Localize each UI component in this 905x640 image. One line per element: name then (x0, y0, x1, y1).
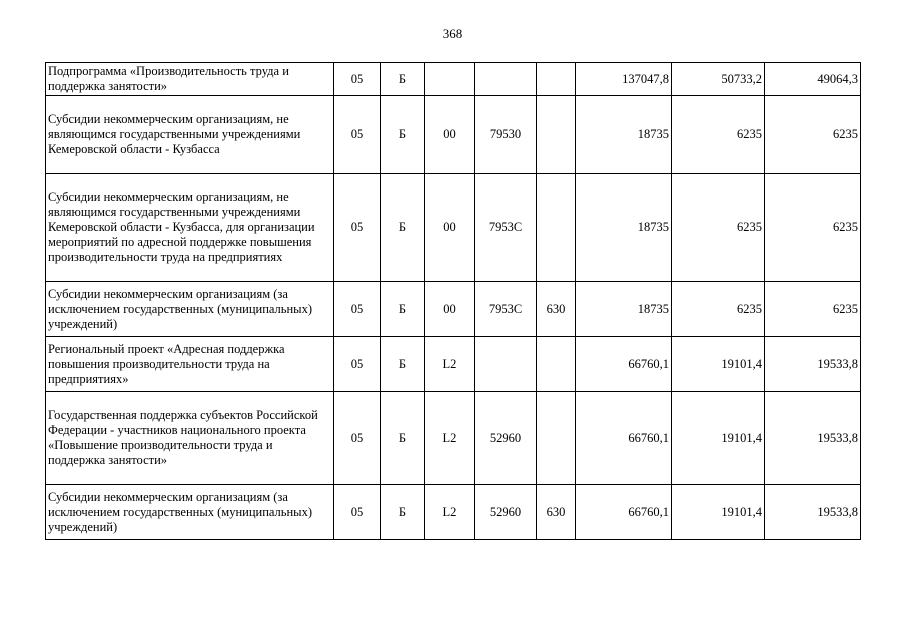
amount-year-2: 6235 (672, 174, 765, 282)
amount-year-2: 19101,4 (672, 337, 765, 392)
subprogram-code: L2 (425, 337, 475, 392)
section-code: 05 (334, 63, 381, 96)
expense-type-code: 630 (537, 485, 576, 540)
table-row (46, 96, 861, 174)
row-name: Субсидии некоммерческим организациям (за исключением государственных (муниципальных) учреждений) (46, 485, 334, 540)
expense-type-code (537, 392, 576, 485)
amount-year-3: 6235 (765, 282, 861, 337)
section-code: 05 (334, 282, 381, 337)
amount-year-1: 137047,8 (576, 63, 672, 96)
program-code: Б (381, 96, 425, 174)
table-row (46, 337, 861, 392)
target-code: 7953С (475, 282, 537, 337)
target-code: 52960 (475, 485, 537, 540)
amount-year-3: 6235 (765, 96, 861, 174)
subprogram-code: L2 (425, 392, 475, 485)
expense-type-code (537, 337, 576, 392)
amount-year-3: 49064,3 (765, 63, 861, 96)
page-number: 368 (442, 26, 463, 41)
target-code (475, 63, 537, 96)
amount-year-3: 19533,8 (765, 392, 861, 485)
subprogram-code: 00 (425, 282, 475, 337)
section-code: 05 (334, 96, 381, 174)
section-code: 05 (334, 485, 381, 540)
table-row (46, 282, 861, 337)
amount-year-3: 19533,8 (765, 337, 861, 392)
section-code: 05 (334, 392, 381, 485)
section-code: 05 (334, 337, 381, 392)
table-row (46, 63, 861, 96)
subprogram-code (425, 63, 475, 96)
program-code: Б (381, 282, 425, 337)
row-name: Субсидии некоммерческим организациям, не являющимся государственными учреждениями Кемеровской области - Кузбасса (46, 96, 334, 174)
amount-year-3: 19533,8 (765, 485, 861, 540)
row-name: Подпрограмма «Производительность труда и поддержка занятости» (46, 63, 334, 96)
program-code: Б (381, 174, 425, 282)
program-code: Б (381, 63, 425, 96)
target-code: 7953С (475, 174, 537, 282)
target-code: 79530 (475, 96, 537, 174)
table-row (46, 174, 861, 282)
expense-type-code: 630 (537, 282, 576, 337)
table-row (46, 485, 861, 540)
subprogram-code: 00 (425, 174, 475, 282)
amount-year-1: 18735 (576, 282, 672, 337)
amount-year-2: 50733,2 (672, 63, 765, 96)
amount-year-1: 18735 (576, 174, 672, 282)
subprogram-code: 00 (425, 96, 475, 174)
amount-year-2: 19101,4 (672, 485, 765, 540)
program-code: Б (381, 337, 425, 392)
row-name: Региональный проект «Адресная поддержка повышения производительности труда на предприятиях» (46, 337, 334, 392)
subprogram-code: L2 (425, 485, 475, 540)
program-code: Б (381, 485, 425, 540)
row-name: Субсидии некоммерческим организациям, не являющимся государственными учреждениями Кемеровской области - Кузбасса, для организации мероприятий по адресной поддержке повышения производительности труда на предприятиях (46, 174, 334, 282)
target-code: 52960 (475, 392, 537, 485)
row-name: Государственная поддержка субъектов Российской Федерации - участников национального проекта «Повышение производительности труда и поддержка занятости» (46, 392, 334, 485)
amount-year-2: 6235 (672, 282, 765, 337)
program-code: Б (381, 392, 425, 485)
expense-type-code (537, 174, 576, 282)
table-row (46, 392, 861, 485)
amount-year-3: 6235 (765, 174, 861, 282)
amount-year-2: 6235 (672, 96, 765, 174)
row-name: Субсидии некоммерческим организациям (за исключением государственных (муниципальных) учреждений) (46, 282, 334, 337)
amount-year-1: 66760,1 (576, 392, 672, 485)
section-code: 05 (334, 174, 381, 282)
expense-type-code (537, 63, 576, 96)
amount-year-1: 66760,1 (576, 485, 672, 540)
target-code (475, 337, 537, 392)
expense-type-code (537, 96, 576, 174)
amount-year-2: 19101,4 (672, 392, 765, 485)
budget-table (45, 62, 861, 540)
amount-year-1: 66760,1 (576, 337, 672, 392)
amount-year-1: 18735 (576, 96, 672, 174)
